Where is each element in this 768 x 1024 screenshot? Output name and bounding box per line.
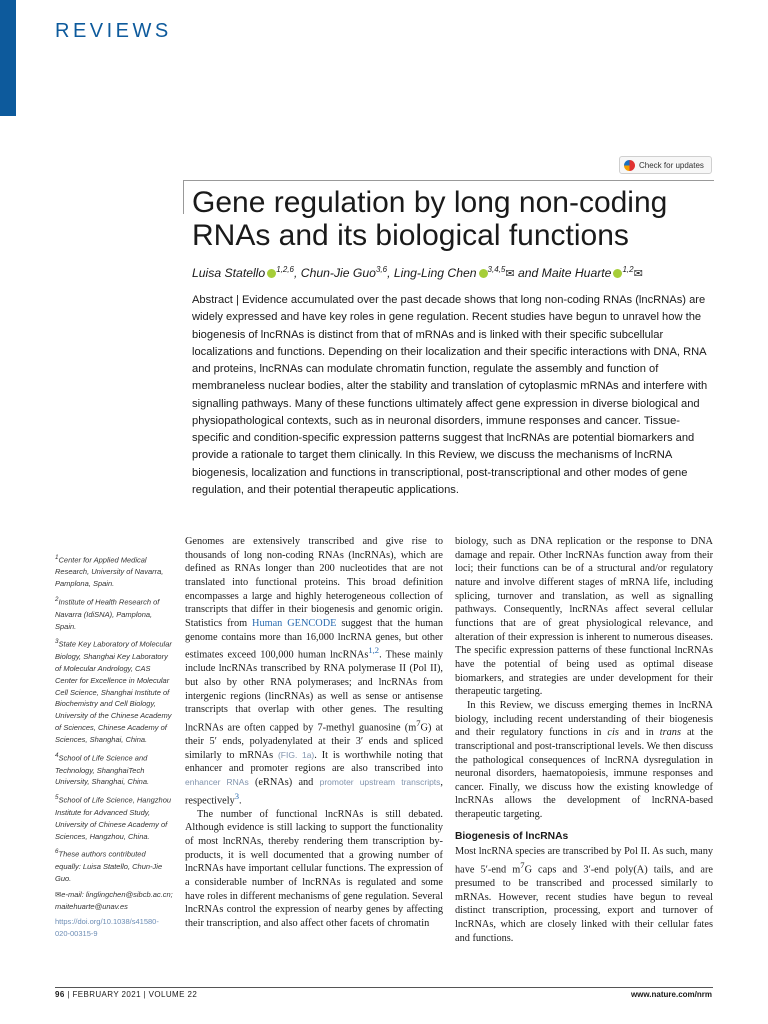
check-updates-label: Check for updates xyxy=(639,160,704,170)
author-list xyxy=(192,265,712,280)
author-affiliation-refs: 1,2,6 xyxy=(276,265,294,274)
author-separator: , xyxy=(387,266,394,281)
envelope-icon[interactable]: ✉ xyxy=(633,268,643,281)
author-affiliation-refs: 3,4,5 xyxy=(487,265,506,274)
affiliation xyxy=(55,846,173,884)
title-rule xyxy=(183,180,714,181)
affiliations xyxy=(55,552,173,944)
volume: VOLUME 22 xyxy=(148,990,198,999)
footer-page-info: 96 | FEBRUARY 2021 | VOLUME 22 xyxy=(55,990,198,999)
text: suggest that the human genome contains more than 16,000 lncRNA genes, but other estimates exceed 100,000 human lncRNAs xyxy=(185,617,443,661)
affiliation-text: School of Life Science and Technology, ShanghaiTech University, Shanghai, China. xyxy=(55,753,150,787)
affiliation-number: 3 xyxy=(55,638,59,646)
affiliation xyxy=(55,594,173,632)
affiliation-text: School of Life Science, Hangzhou Institute for Advanced Study, University of Chinese Academy of Sciences, Hangzhou, China. xyxy=(55,795,172,841)
paragraph: The number of functional lncRNAs is still debated. Although evidence is still lacking to support the functionality of most lncRNAs, thereby rendering them transcription by-products, it is well documented that a growing number of lncRNAs have important cellular functions. The expression of a considerable number of lncRNAs is regulated and some have roles in different mechanisms of gene regulation. Several lncRNAs control the expression of nearby genes by affecting their transcription, and also affect other facets of chromatin xyxy=(185,808,443,929)
glossary-term-enhancer-rnas[interactable]: enhancer RNAs xyxy=(185,777,249,787)
article-title: Gene regulation by long non-coding RNAs and its biological functions xyxy=(192,186,668,252)
text: at the transcriptional and post-transcriptional levels. We then discuss the pathological consequences of lncRNA dysregulation in neuronal disorders, haematopoiesis, immune responses and cancer. Finally, we discuss how the existing knowledge of lncRNAs allows the development of lncRNA-based therapeutic targeting. xyxy=(455,727,713,821)
paragraph: biology, such as DNA replication or the response to DNA damage and repair. Other lncRNAs function away from their loci; their functions can be of a structural and/or regulatory nature and involve different stages of mRNA life, including splicing, turnover and translation, as well as signalling pathways. Consequently, lncRNAs affect several cellular functions that are of great physiological relevance, and alteration of their expression is inherent to numerous diseases. The specific expression patterns of these functional lncRNAs have the potential of being used as optimal disease biomarkers, and strategies are under development for their therapeutic targeting. xyxy=(455,536,713,698)
text: , respectively xyxy=(185,777,443,807)
author-name[interactable]: Maite Huarte xyxy=(541,266,612,281)
text: . These mainly include lncRNAs transcribed by RNA polymerase II (Pol II), but also by other RNA polymerases; and lncRNAs from intergenic regions (lincRNAs) as well as sense or antisense transcripts that overlap with other genes. The resulting lncRNAs are often capped by 7-methyl guanosine (m xyxy=(185,649,443,734)
affiliation xyxy=(55,750,173,788)
email-text[interactable]: e-mail: linglingchen@sibcb.ac.cn; maitehuarte@unav.es xyxy=(55,889,173,911)
text: Genomes are extensively transcribed and give rise to thousands of long non-coding RNAs (lncRNAs), which are defined as RNAs longer than 200 nucleotides that are not translated into functional proteins. This broad definition encompasses a large and highly heterogeneous collection of transcripts that differ in their biogenesis and genomic origin. Statistics from xyxy=(185,536,443,629)
affiliation-number: 2 xyxy=(55,596,59,604)
affiliation xyxy=(55,636,173,746)
affiliation-number: 6 xyxy=(55,848,59,856)
orcid-icon[interactable] xyxy=(267,269,276,278)
author-name[interactable]: Luisa Statello xyxy=(192,266,266,281)
glossary-term-promoter-transcripts[interactable]: promoter upstream transcripts xyxy=(319,777,441,787)
body-column-2 xyxy=(455,535,713,945)
orcid-icon[interactable] xyxy=(479,269,488,278)
abstract: Abstract | Evidence accumulated over the past decade shows that long non-coding RNAs (lncRNAs) are widely expressed and have key roles in gene regulation. Recent studies have begun to unravel how the biogenesis of lncRNAs is distinct from that of mRNAs and is linked with their specific subcellular localizations and functions. Depending on their localization and their specific interactions with DNA, RNA and proteins, lncRNAs can modulate chromatin function, regulate the assembly and function of membraneless nuclear bodies, alter the stability and translation of cytoplasmic mRNAs and interfere with signalling pathways. Many of these functions ultimately affect gene expression in diverse biological and physiopathological contexts, such as in neuronal disorders, immune responses and cancer. Tissue-specific and condition-specific expression patterns suggest that lncRNAs are potential biomarkers and provide a rationale to target them clinically. In this Review, we discuss the mechanisms of lncRNA biogenesis, localization and functions in transcriptional, post-transcriptional and other modes of gene regulation, and their potential therapeutic applications. xyxy=(192,294,708,496)
citation-link[interactable]: 3 xyxy=(234,790,240,801)
check-updates-button[interactable] xyxy=(619,156,712,174)
affiliation xyxy=(55,552,173,590)
text: and in xyxy=(618,727,660,739)
gencode-link[interactable]: Human GENCODE xyxy=(252,617,337,629)
affiliation-text: State Key Laboratory of Molecular Biology, Shanghai Key Laboratory of Molecular Andrology, CAS Center for Excellence in Molecular Cell Science, Shanghai Institute of Biochemistry and Cell Biology, University of the Chinese Academy of Sciences, Chinese Academy of Sciences, Shanghai, China. xyxy=(55,639,172,745)
author-separator: , xyxy=(293,266,301,281)
email-line[interactable] xyxy=(55,889,173,913)
citation-link[interactable]: 1,2 xyxy=(368,645,380,656)
affiliation-number: 5 xyxy=(55,794,59,802)
page-number: 96 xyxy=(55,990,65,999)
figure-reference-link[interactable]: (FIG. 1a) xyxy=(277,749,315,760)
text: In this Review, we discuss emerging themes in lncRNA biology, including recent understanding of their biogenesis and their regulatory functions in xyxy=(455,699,713,739)
superscript: 7 xyxy=(416,717,421,728)
paragraph xyxy=(455,699,713,822)
author-affiliation-refs: 1,2 xyxy=(622,265,634,274)
italic-term: cis xyxy=(607,727,619,739)
italic-term: trans xyxy=(659,727,681,739)
affiliation-number: 1 xyxy=(55,554,59,561)
affiliation xyxy=(55,792,173,842)
affiliation-text: Center for Applied Medical Research, University of Navarra, Pamplona, Spain. xyxy=(55,555,164,589)
doi-link[interactable]: https://doi.org/10.1038/s41580-020-00315-9 xyxy=(55,917,159,939)
abstract-label: Abstract xyxy=(192,294,233,306)
crossmark-icon xyxy=(624,160,635,171)
section-color-bar xyxy=(0,0,16,116)
affiliation-text: These authors contributed equally: Luisa Statello, Chun-Jie Guo. xyxy=(55,849,163,883)
abstract-text: Evidence accumulated over the past decade shows that long non-coding RNAs (lncRNAs) are widely expressed and have key roles in gene regulation. Recent studies have begun to unravel how the biogenesis of lncRNAs is distinct from that of mRNAs and is linked with their specific subcellular localizations and functions. Depending on their localization and their specific interactions with DNA, RNA and proteins, lncRNAs can modulate chromatin function, regulate the assembly and function of membraneless nuclear bodies, alter the stability and translation of cytoplasmic mRNAs and interfere with signalling pathways. Many of these functions ultimately affect gene expression in diverse biological and physiopathological contexts, such as in neuronal disorders, immune responses and cancer. Tissue-specific and condition-specific expression patterns suggest that lncRNAs are potential biomarkers and provide a rationale to target them clinically. In this Review, we discuss the mechanisms of lncRNA biogenesis, localization and functions in transcriptional, post-transcriptional and other modes of gene regulation, and their potential therapeutic applications. xyxy=(192,294,708,496)
text: . xyxy=(239,795,242,807)
section-heading: Biogenesis of lncRNAs xyxy=(455,830,569,842)
issue-date: FEBRUARY 2021 xyxy=(72,990,141,999)
footer-rule xyxy=(55,987,713,988)
text: G) at their 5′ ends, polyadenylated at their 3′ ends and spliced similarly to mRNAs xyxy=(185,722,444,761)
body-column-1 xyxy=(185,535,443,931)
title-corner-rule xyxy=(183,180,184,214)
paragraph xyxy=(185,535,443,808)
author-affiliation-refs: 3,6 xyxy=(375,265,388,274)
text: G caps and 3′-end poly(A) tails, and are presumed to be transcribed and processed similarly to mRNAs. However, recent studies have begun to reveal distinct transcription, processing, export and turnover of lncRNAs, which are closely linked with their cellular fates and functions. xyxy=(455,864,714,944)
affiliation-number: 4 xyxy=(55,752,59,760)
envelope-icon[interactable]: ✉ xyxy=(505,268,515,281)
text: (eRNAs) and xyxy=(248,777,320,788)
envelope-icon: ✉ xyxy=(55,889,62,899)
text: Most lncRNA species are transcribed by Pol II. As such, many have 5′-end m xyxy=(455,846,713,876)
affiliation-text: Institute of Health Research of Navarra (IdiSNA), Pamplona, Spain. xyxy=(55,597,160,631)
author-separator: and xyxy=(514,266,542,281)
author-name[interactable]: Ling-Ling Chen xyxy=(393,266,477,281)
journal-url[interactable]: www.nature.com/nrm xyxy=(630,990,712,999)
author-name[interactable]: Chun-Jie Guo xyxy=(300,266,376,281)
text: . It is worthwhile noting that enhancer and promoter regions are also transcribed into xyxy=(185,749,443,775)
section-label: REVIEWS xyxy=(55,20,172,42)
paragraph xyxy=(455,845,713,945)
superscript: 7 xyxy=(520,860,525,871)
